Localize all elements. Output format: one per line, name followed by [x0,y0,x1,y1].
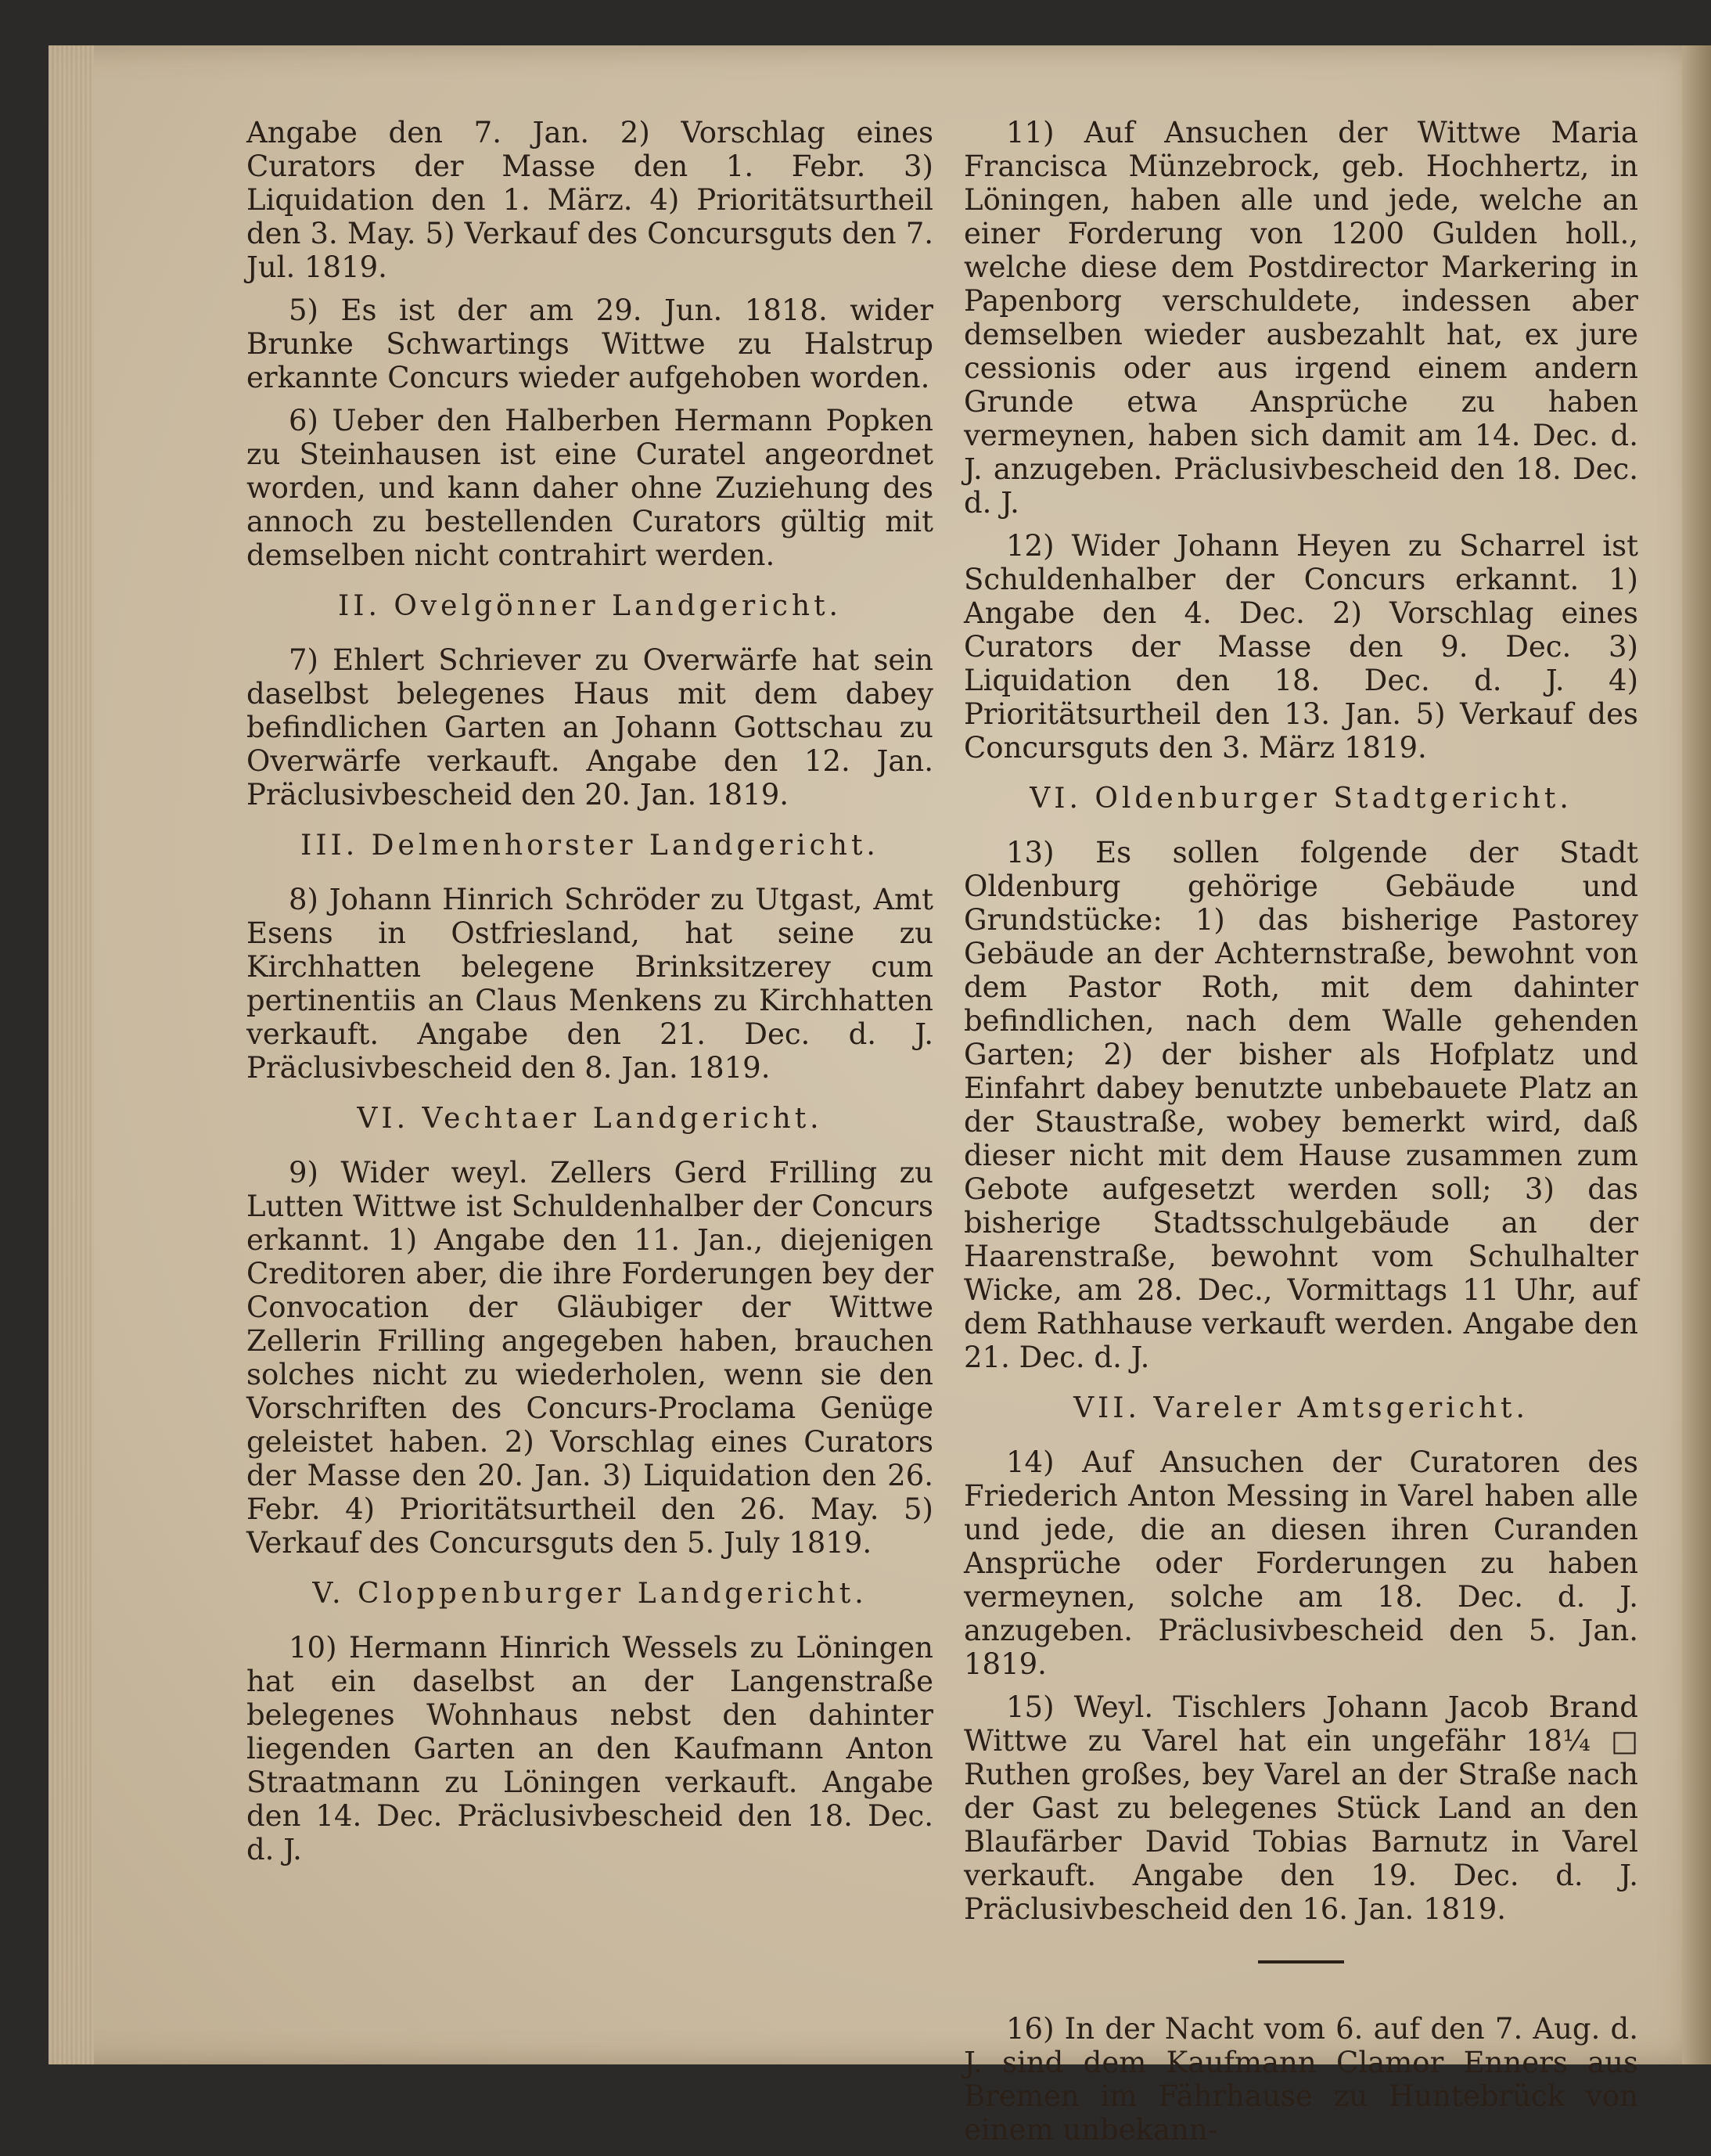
paragraph-11: 11) Auf Ansuchen der Wittwe Maria Francisca Münzebrock, geb. Hochhertz, in Löningen, haben alle und jede, welche an einer Forderung von 1200 Gulden holl., welche diese dem Postdirector Markering in Papenborg verschuldete, indessen aber demselben wieder ausbezahlt hat, ex jure cessionis oder aus irgend einem andern Grunde etwa Ansprüche zu haben vermeynen, haben sich damit am 14. Dec. d. J. anzugeben. Präclusivbescheid den 18. Dec. d. J. [964,116,1638,520]
paragraph-15: 15) Weyl. Tischlers Johann Jacob Brand Wittwe zu Varel hat ein ungefähr 18¼ □ Ruthen großes, bey Varel an der Straße nach der Gast zu belegenes Stück Land an den Blaufärber David Tobias Barnutz in Varel verkauft. Angabe den 19. Dec. d. J. Präclusivbescheid den 16. Jan. 1819. [964,1690,1638,1926]
section-heading-cloppenburg: V. Cloppenburger Landgericht. [312,1578,868,1610]
section-heading-oldenburg: VI. Oldenburger Stadtgericht. [1030,783,1573,815]
section-heading-delmenhorst: III. Delmenhorster Landgericht. [300,830,879,862]
right-column [964,116,1638,2156]
left-column [246,116,933,1876]
paragraph-continuation: Angabe den 7. Jan. 2) Vorschlag eines Curators der Masse den 1. Febr. 3) Liquidation den 1. März. 4) Prioritätsurtheil den 3. May. 5) Verkauf des Concursguts den 7. Jul. 1819. [246,116,933,284]
paragraph-5: 5) Es ist der am 29. Jun. 1818. wider Brunke Schwartings Wittwe zu Halstrup erkannte Concurs wieder aufgehoben worden. [246,293,933,394]
paragraph-9: 9) Wider weyl. Zellers Gerd Frilling zu Lutten Wittwe ist Schuldenhalber der Concurs erkannt. 1) Angabe den 11. Jan., diejenigen Creditoren aber, die ihre Forderungen bey der Convocation der Gläubiger der Wittwe Zellerin Frilling angegeben haben, brauchen solches nicht zu wiederholen, wenn sie den Vorschriften des Concurs-Proclama Genüge geleistet haben. 2) Vorschlag eines Curators der Masse den 20. Jan. 3) Liquidation den 26. Febr. 4) Prioritätsurtheil den 26. May. 5) Verkauf des Concursguts den 5. July 1819. [246,1156,933,1560]
section-heading-ovelgoenne: II. Ovelgönner Landgericht. [338,590,842,622]
paragraph-16: 16) In der Nacht vom 6. auf den 7. Aug. d. J. sind dem Kaufmann Clamor Enners aus Bremen im Fährhause zu Huntebrück von einem unbekann- [964,2012,1638,2147]
paragraph-7: 7) Ehlert Schriever zu Overwärfe hat sein daselbst belegenes Haus mit dem dabey befindlichen Garten an Johann Gottschau zu Overwärfe verkauft. Angabe den 12. Jan. Präclusivbescheid den 20. Jan. 1819. [246,643,933,812]
paragraph-10: 10) Hermann Hinrich Wessels zu Löningen hat ein daselbst an der Langenstraße belegenes Wohnhaus nebst den dahinter liegenden Garten an den Kaufmann Anton Straatmann zu Löningen verkauft. Angabe den 14. Dec. Präclusivbescheid den 18. Dec. d. J. [246,1631,933,1866]
page-edge [1682,45,1711,2064]
paragraph-13: 13) Es sollen folgende der Stadt Oldenburg gehörige Gebäude und Grundstücke: 1) das bisherige Pastorey Gebäude an der Achternstraße, bewohnt von dem Pastor Roth, mit dem dahinter befindlichen, nach dem Walle gehenden Garten; 2) der bisher als Hofplatz und Einfahrt dabey benutzte unbebauete Platz an der Staustraße, wobey bemerkt wird, daß dieser nicht mit dem Hause zusammen zum Gebote aufgesetzt werden soll; 3) das bisherige Stadtsschulgebäude an der Haarenstraße, bewohnt vom Schulhalter Wicke, am 28. Dec., Vormittags 11 Uhr, auf dem Rathhause verkauft werden. Angabe den 21. Dec. d. J. [964,836,1638,1374]
section-heading-varel: VII. Vareler Amtsgericht. [1073,1392,1529,1424]
separator-rule [1258,1960,1344,1963]
paragraph-12: 12) Wider Johann Heyen zu Scharrel ist Schuldenhalber der Concurs erkannt. 1) Angabe den 4. Dec. 2) Vorschlag eines Curators der Masse den 9. Dec. 3) Liquidation den 18. Dec. d. J. 4) Prioritätsurtheil den 13. Jan. 5) Verkauf des Concursguts den 3. März 1819. [964,529,1638,765]
paragraph-14: 14) Auf Ansuchen der Curatoren des Friederich Anton Messing in Varel haben alle und jede, die an diesen ihren Curanden Ansprüche oder Forderungen zu haben vermeynen, solche am 18. Dec. d. J. anzugeben. Präclusivbescheid den 5. Jan. 1819. [964,1445,1638,1681]
paragraph-8: 8) Johann Hinrich Schröder zu Utgast, Amt Esens in Ostfriesland, hat seine zu Kirchhatten belegene Brinksitzerey cum pertinentiis an Claus Menkens zu Kirchhatten verkauft. Angabe den 21. Dec. d. J. Präclusivbescheid den 8. Jan. 1819. [246,883,933,1085]
section-heading-vechta: VI. Vechtaer Landgericht. [357,1103,823,1135]
binding-gutter [49,45,94,2064]
paragraph-6: 6) Ueber den Halberben Hermann Popken zu Steinhausen ist eine Curatel angeordnet worden, und kann daher ohne Zuziehung des annoch zu bestellenden Curators gültig mit demselben nicht contrahirt werden. [246,404,933,572]
